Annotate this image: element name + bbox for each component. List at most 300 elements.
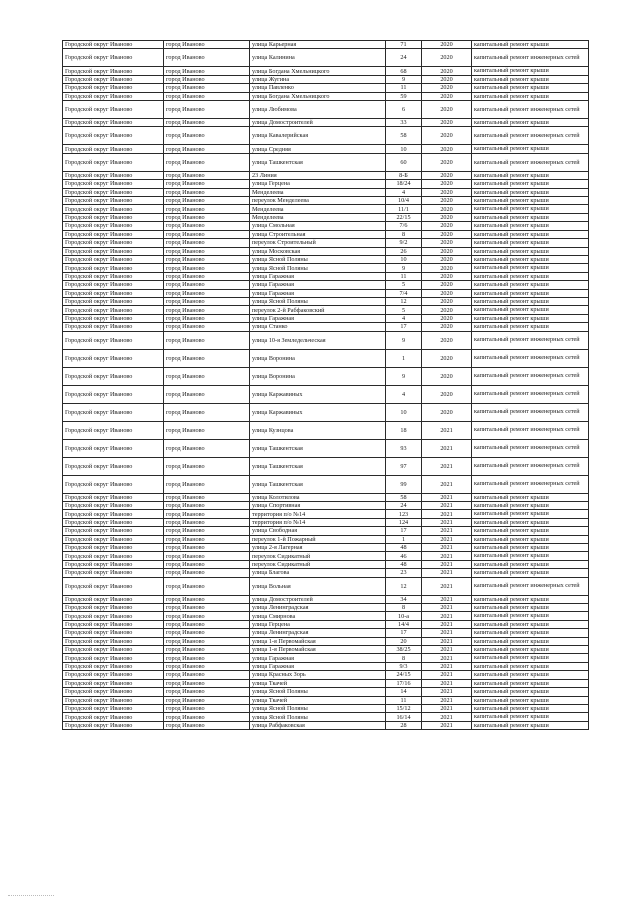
- table-row: [63, 145, 589, 153]
- work-type-cell: капитальный ремонт крыши: [472, 518, 589, 526]
- street-cell: улица Павленко: [250, 84, 386, 92]
- work-type-cell: капитальный ремонт крыши: [472, 222, 589, 230]
- year-cell: 2021: [422, 544, 472, 552]
- table-row: [63, 222, 589, 230]
- district-cell: Городской округ Иваново: [63, 84, 164, 92]
- street-cell: улица 2-я Лагерная: [250, 544, 386, 552]
- city-cell: город Иваново: [164, 101, 250, 119]
- work-type-cell: капитальный ремонт крыши: [472, 75, 589, 83]
- district-cell: Городской округ Иваново: [63, 230, 164, 238]
- street-cell: переулок Сидикатный: [250, 560, 386, 568]
- work-type-cell: капитальный ремонт крыши: [472, 544, 589, 552]
- street-cell: улица Гаражная: [250, 289, 386, 297]
- street-cell: улица Ленинградская: [250, 629, 386, 637]
- work-type-cell: капитальный ремонт крыши: [472, 510, 589, 518]
- street-cell: улица Ясной Поляны: [250, 255, 386, 263]
- work-type-cell: капитальный ремонт крыши: [472, 92, 589, 100]
- year-cell: 2021: [422, 662, 472, 670]
- district-cell: Городской округ Иваново: [63, 75, 164, 83]
- table-row: [63, 92, 589, 100]
- work-type-cell: капитальный ремонт крыши: [472, 197, 589, 205]
- year-cell: 2021: [422, 421, 472, 439]
- house-number-cell: 46: [386, 552, 422, 560]
- city-cell: город Иваново: [164, 493, 250, 501]
- street-cell: улица Ленинградская: [250, 604, 386, 612]
- city-cell: город Иваново: [164, 696, 250, 704]
- house-number-cell: 124: [386, 518, 422, 526]
- table-row: [63, 213, 589, 221]
- house-number-cell: 28: [386, 721, 422, 729]
- table-row: [63, 439, 589, 457]
- table-row: [63, 367, 589, 385]
- district-cell: Городской округ Иваново: [63, 595, 164, 603]
- house-number-cell: 17/16: [386, 679, 422, 687]
- city-cell: город Иваново: [164, 41, 250, 49]
- work-type-cell: капитальный ремонт крыши: [472, 255, 589, 263]
- table-row: [63, 535, 589, 543]
- work-type-cell: капитальный ремонт крыши: [472, 188, 589, 196]
- house-number-cell: 12: [386, 577, 422, 595]
- district-cell: Городской округ Иваново: [63, 331, 164, 349]
- table-row: [63, 49, 589, 67]
- city-cell: город Иваново: [164, 510, 250, 518]
- work-type-cell: капитальный ремонт крыши: [472, 595, 589, 603]
- city-cell: город Иваново: [164, 475, 250, 493]
- city-cell: город Иваново: [164, 654, 250, 662]
- table-row: [63, 119, 589, 127]
- year-cell: 2021: [422, 637, 472, 645]
- house-number-cell: 17: [386, 323, 422, 331]
- city-cell: город Иваново: [164, 569, 250, 577]
- table-row: [63, 264, 589, 272]
- street-cell: переулок Строительный: [250, 239, 386, 247]
- house-number-cell: 9/2: [386, 239, 422, 247]
- street-cell: улица Богдана Хмельницкого: [250, 67, 386, 75]
- street-cell: Менделеева: [250, 213, 386, 221]
- table-row: [63, 544, 589, 552]
- house-number-cell: 10/4: [386, 197, 422, 205]
- year-cell: 2020: [422, 75, 472, 83]
- city-cell: город Иваново: [164, 127, 250, 145]
- work-type-cell: капитальный ремонт крыши: [472, 527, 589, 535]
- table-row: [63, 604, 589, 612]
- work-type-cell: капитальный ремонт инженерных сетей: [472, 49, 589, 67]
- table-row: [63, 721, 589, 729]
- work-type-cell: капитальный ремонт крыши: [472, 721, 589, 729]
- house-number-cell: 71: [386, 41, 422, 49]
- table-row: [63, 654, 589, 662]
- district-cell: Городской округ Иваново: [63, 127, 164, 145]
- city-cell: город Иваново: [164, 49, 250, 67]
- table-row: [63, 679, 589, 687]
- district-cell: Городской округ Иваново: [63, 119, 164, 127]
- work-type-cell: капитальный ремонт крыши: [472, 535, 589, 543]
- house-number-cell: 18: [386, 421, 422, 439]
- year-cell: 2021: [422, 679, 472, 687]
- year-cell: 2020: [422, 255, 472, 263]
- city-cell: город Иваново: [164, 171, 250, 179]
- work-type-cell: капитальный ремонт крыши: [472, 569, 589, 577]
- house-number-cell: 11: [386, 696, 422, 704]
- street-cell: улица Гаражная: [250, 662, 386, 670]
- city-cell: город Иваново: [164, 439, 250, 457]
- year-cell: 2021: [422, 560, 472, 568]
- city-cell: город Иваново: [164, 314, 250, 322]
- table-row: [63, 180, 589, 188]
- year-cell: 2020: [422, 323, 472, 331]
- table-row: [63, 577, 589, 595]
- house-number-cell: 8-Б: [386, 171, 422, 179]
- city-cell: город Иваново: [164, 289, 250, 297]
- house-number-cell: 10-а: [386, 612, 422, 620]
- street-cell: улица Ясной Поляны: [250, 688, 386, 696]
- house-number-cell: 58: [386, 493, 422, 501]
- district-cell: Городской округ Иваново: [63, 145, 164, 153]
- year-cell: 2020: [422, 331, 472, 349]
- district-cell: Городской округ Иваново: [63, 239, 164, 247]
- district-cell: Городской округ Иваново: [63, 518, 164, 526]
- repair-schedule-table: [62, 40, 589, 730]
- city-cell: город Иваново: [164, 721, 250, 729]
- street-cell: улица Ткачей: [250, 696, 386, 704]
- house-number-cell: 9: [386, 264, 422, 272]
- table-row: [63, 421, 589, 439]
- work-type-cell: капитальный ремонт крыши: [472, 704, 589, 712]
- table-row: [63, 527, 589, 535]
- scan-artifact: [8, 893, 54, 896]
- work-type-cell: капитальный ремонт крыши: [472, 671, 589, 679]
- work-type-cell: капитальный ремонт крыши: [472, 205, 589, 213]
- house-number-cell: 1: [386, 349, 422, 367]
- house-number-cell: 9/3: [386, 662, 422, 670]
- work-type-cell: капитальный ремонт инженерных сетей: [472, 349, 589, 367]
- table-row: [63, 153, 589, 171]
- year-cell: 2020: [422, 349, 472, 367]
- year-cell: 2020: [422, 188, 472, 196]
- district-cell: Городской округ Иваново: [63, 493, 164, 501]
- year-cell: 2020: [422, 314, 472, 322]
- year-cell: 2021: [422, 501, 472, 509]
- house-number-cell: 60: [386, 153, 422, 171]
- district-cell: Городской округ Иваново: [63, 637, 164, 645]
- street-cell: улица Ясной Поляны: [250, 704, 386, 712]
- house-number-cell: 4: [386, 188, 422, 196]
- work-type-cell: капитальный ремонт крыши: [472, 560, 589, 568]
- street-cell: улица Ясной Поляны: [250, 264, 386, 272]
- table-row: [63, 493, 589, 501]
- table-row: [63, 297, 589, 305]
- district-cell: Городской округ Иваново: [63, 188, 164, 196]
- district-cell: Городской округ Иваново: [63, 604, 164, 612]
- house-number-cell: 26: [386, 247, 422, 255]
- city-cell: город Иваново: [164, 629, 250, 637]
- table-row: [63, 629, 589, 637]
- district-cell: Городской округ Иваново: [63, 577, 164, 595]
- table-row: [63, 323, 589, 331]
- table-row: [63, 637, 589, 645]
- year-cell: 2021: [422, 595, 472, 603]
- house-number-cell: 1: [386, 535, 422, 543]
- street-cell: Менделеева: [250, 205, 386, 213]
- year-cell: 2020: [422, 403, 472, 421]
- table-row: [63, 255, 589, 263]
- city-cell: город Иваново: [164, 646, 250, 654]
- house-number-cell: 123: [386, 510, 422, 518]
- street-cell: улица Каржавиных: [250, 403, 386, 421]
- year-cell: 2020: [422, 84, 472, 92]
- house-number-cell: 59: [386, 92, 422, 100]
- year-cell: 2021: [422, 704, 472, 712]
- district-cell: Городской округ Иваново: [63, 403, 164, 421]
- city-cell: город Иваново: [164, 637, 250, 645]
- year-cell: 2020: [422, 171, 472, 179]
- district-cell: Городской округ Иваново: [63, 222, 164, 230]
- house-number-cell: 93: [386, 439, 422, 457]
- street-cell: улица Рабфаковская: [250, 721, 386, 729]
- city-cell: город Иваново: [164, 272, 250, 280]
- work-type-cell: капитальный ремонт крыши: [472, 654, 589, 662]
- city-cell: город Иваново: [164, 535, 250, 543]
- city-cell: город Иваново: [164, 577, 250, 595]
- table-row: [63, 101, 589, 119]
- work-type-cell: капитальный ремонт крыши: [472, 493, 589, 501]
- work-type-cell: капитальный ремонт крыши: [472, 662, 589, 670]
- city-cell: город Иваново: [164, 213, 250, 221]
- table-row: [63, 84, 589, 92]
- work-type-cell: капитальный ремонт инженерных сетей: [472, 403, 589, 421]
- district-cell: Городской округ Иваново: [63, 552, 164, 560]
- house-number-cell: 5: [386, 281, 422, 289]
- street-cell: улица Гаражная: [250, 654, 386, 662]
- house-number-cell: 58: [386, 127, 422, 145]
- city-cell: город Иваново: [164, 457, 250, 475]
- year-cell: 2020: [422, 92, 472, 100]
- work-type-cell: капитальный ремонт крыши: [472, 629, 589, 637]
- house-number-cell: 15/12: [386, 704, 422, 712]
- work-type-cell: капитальный ремонт крыши: [472, 119, 589, 127]
- year-cell: 2020: [422, 230, 472, 238]
- district-cell: Городской округ Иваново: [63, 67, 164, 75]
- house-number-cell: 24: [386, 49, 422, 67]
- city-cell: город Иваново: [164, 713, 250, 721]
- city-cell: город Иваново: [164, 205, 250, 213]
- year-cell: 2021: [422, 527, 472, 535]
- house-number-cell: 48: [386, 544, 422, 552]
- work-type-cell: капитальный ремонт крыши: [472, 230, 589, 238]
- street-cell: территория п/о №14: [250, 518, 386, 526]
- work-type-cell: капитальный ремонт крыши: [472, 679, 589, 687]
- street-cell: улица Смирнова: [250, 612, 386, 620]
- work-type-cell: капитальный ремонт крыши: [472, 696, 589, 704]
- year-cell: 2020: [422, 272, 472, 280]
- district-cell: Городской округ Иваново: [63, 281, 164, 289]
- year-cell: 2021: [422, 439, 472, 457]
- work-type-cell: капитальный ремонт инженерных сетей: [472, 101, 589, 119]
- year-cell: 2020: [422, 101, 472, 119]
- year-cell: 2021: [422, 612, 472, 620]
- table-row: [63, 612, 589, 620]
- work-type-cell: капитальный ремонт крыши: [472, 688, 589, 696]
- work-type-cell: капитальный ремонт крыши: [472, 171, 589, 179]
- table-row: [63, 127, 589, 145]
- year-cell: 2020: [422, 385, 472, 403]
- work-type-cell: капитальный ремонт инженерных сетей: [472, 367, 589, 385]
- year-cell: 2021: [422, 629, 472, 637]
- table-row: [63, 501, 589, 509]
- district-cell: Городской округ Иваново: [63, 696, 164, 704]
- table-row: [63, 560, 589, 568]
- table-row: [63, 552, 589, 560]
- district-cell: Городской округ Иваново: [63, 367, 164, 385]
- district-cell: Городской округ Иваново: [63, 247, 164, 255]
- district-cell: Городской округ Иваново: [63, 671, 164, 679]
- table-row: [63, 569, 589, 577]
- district-cell: Городской округ Иваново: [63, 197, 164, 205]
- year-cell: 2020: [422, 145, 472, 153]
- district-cell: Городской округ Иваново: [63, 314, 164, 322]
- street-cell: улица Ташкентская: [250, 153, 386, 171]
- year-cell: 2021: [422, 721, 472, 729]
- table-row: [63, 247, 589, 255]
- table-row: [63, 197, 589, 205]
- district-cell: Городской округ Иваново: [63, 272, 164, 280]
- table-row: [63, 646, 589, 654]
- year-cell: 2020: [422, 67, 472, 75]
- table-row: [63, 281, 589, 289]
- table-row: [63, 75, 589, 83]
- year-cell: 2021: [422, 552, 472, 560]
- house-number-cell: 11: [386, 272, 422, 280]
- district-cell: Городской округ Иваново: [63, 92, 164, 100]
- district-cell: Городской округ Иваново: [63, 171, 164, 179]
- district-cell: Городской округ Иваново: [63, 264, 164, 272]
- city-cell: город Иваново: [164, 403, 250, 421]
- street-cell: улица Смольная: [250, 222, 386, 230]
- city-cell: город Иваново: [164, 264, 250, 272]
- house-number-cell: 16/14: [386, 713, 422, 721]
- year-cell: 2021: [422, 688, 472, 696]
- work-type-cell: капитальный ремонт крыши: [472, 612, 589, 620]
- city-cell: город Иваново: [164, 671, 250, 679]
- year-cell: 2020: [422, 297, 472, 305]
- house-number-cell: 24: [386, 501, 422, 509]
- year-cell: 2020: [422, 367, 472, 385]
- street-cell: улица Ташкентская: [250, 475, 386, 493]
- district-cell: Городской округ Иваново: [63, 629, 164, 637]
- district-cell: Городской округ Иваново: [63, 721, 164, 729]
- year-cell: 2020: [422, 197, 472, 205]
- table-row: [63, 475, 589, 493]
- house-number-cell: 10: [386, 403, 422, 421]
- street-cell: улица Домостроителей: [250, 119, 386, 127]
- city-cell: город Иваново: [164, 501, 250, 509]
- city-cell: город Иваново: [164, 688, 250, 696]
- work-type-cell: капитальный ремонт инженерных сетей: [472, 439, 589, 457]
- street-cell: улица Богдана Хмельницкого: [250, 92, 386, 100]
- city-cell: город Иваново: [164, 188, 250, 196]
- street-cell: улица Кузнцова: [250, 421, 386, 439]
- street-cell: переулок 1-й Пожарный: [250, 535, 386, 543]
- city-cell: город Иваново: [164, 75, 250, 83]
- district-cell: Городской округ Иваново: [63, 101, 164, 119]
- street-cell: улица Ташкентская: [250, 439, 386, 457]
- city-cell: город Иваново: [164, 527, 250, 535]
- street-cell: улица Карьерная: [250, 41, 386, 49]
- house-number-cell: 22/15: [386, 213, 422, 221]
- house-number-cell: 14/4: [386, 620, 422, 628]
- house-number-cell: 5: [386, 306, 422, 314]
- district-cell: Городской округ Иваново: [63, 439, 164, 457]
- table-row: [63, 289, 589, 297]
- district-cell: Городской округ Иваново: [63, 612, 164, 620]
- house-number-cell: 9: [386, 367, 422, 385]
- street-cell: улица Воронина: [250, 349, 386, 367]
- city-cell: город Иваново: [164, 679, 250, 687]
- house-number-cell: 18/24: [386, 180, 422, 188]
- table-row: [63, 671, 589, 679]
- street-cell: улица Любимова: [250, 101, 386, 119]
- street-cell: улица Вольная: [250, 577, 386, 595]
- city-cell: город Иваново: [164, 349, 250, 367]
- table-row: [63, 314, 589, 322]
- work-type-cell: капитальный ремонт крыши: [472, 552, 589, 560]
- district-cell: Городской округ Иваново: [63, 349, 164, 367]
- street-cell: Менделеева: [250, 188, 386, 196]
- work-type-cell: капитальный ремонт крыши: [472, 637, 589, 645]
- district-cell: Городской округ Иваново: [63, 213, 164, 221]
- city-cell: город Иваново: [164, 604, 250, 612]
- city-cell: город Иваново: [164, 331, 250, 349]
- work-type-cell: капитальный ремонт инженерных сетей: [472, 331, 589, 349]
- city-cell: город Иваново: [164, 560, 250, 568]
- year-cell: 2021: [422, 535, 472, 543]
- house-number-cell: 4: [386, 314, 422, 322]
- house-number-cell: 17: [386, 527, 422, 535]
- table-row: [63, 239, 589, 247]
- house-number-cell: 8: [386, 230, 422, 238]
- street-cell: улица Домостроителей: [250, 595, 386, 603]
- house-number-cell: 12: [386, 297, 422, 305]
- street-cell: улица Ясной Поляны: [250, 297, 386, 305]
- work-type-cell: капитальный ремонт крыши: [472, 264, 589, 272]
- district-cell: Городской округ Иваново: [63, 385, 164, 403]
- work-type-cell: капитальный ремонт инженерных сетей: [472, 421, 589, 439]
- year-cell: 2021: [422, 493, 472, 501]
- district-cell: Городской округ Иваново: [63, 527, 164, 535]
- city-cell: город Иваново: [164, 552, 250, 560]
- district-cell: Городской округ Иваново: [63, 704, 164, 712]
- work-type-cell: капитальный ремонт крыши: [472, 180, 589, 188]
- table-row: [63, 662, 589, 670]
- district-cell: Городской округ Иваново: [63, 560, 164, 568]
- district-cell: Городской округ Иваново: [63, 289, 164, 297]
- year-cell: 2020: [422, 49, 472, 67]
- year-cell: 2020: [422, 119, 472, 127]
- district-cell: Городской округ Иваново: [63, 41, 164, 49]
- year-cell: 2021: [422, 604, 472, 612]
- year-cell: 2021: [422, 713, 472, 721]
- document-page: [62, 40, 589, 730]
- city-cell: город Иваново: [164, 230, 250, 238]
- city-cell: город Иваново: [164, 323, 250, 331]
- table-row: [63, 188, 589, 196]
- table-row: [63, 595, 589, 603]
- street-cell: улица Гаражная: [250, 272, 386, 280]
- city-cell: город Иваново: [164, 704, 250, 712]
- table-row: [63, 67, 589, 75]
- district-cell: Городской округ Иваново: [63, 255, 164, 263]
- year-cell: 2021: [422, 654, 472, 662]
